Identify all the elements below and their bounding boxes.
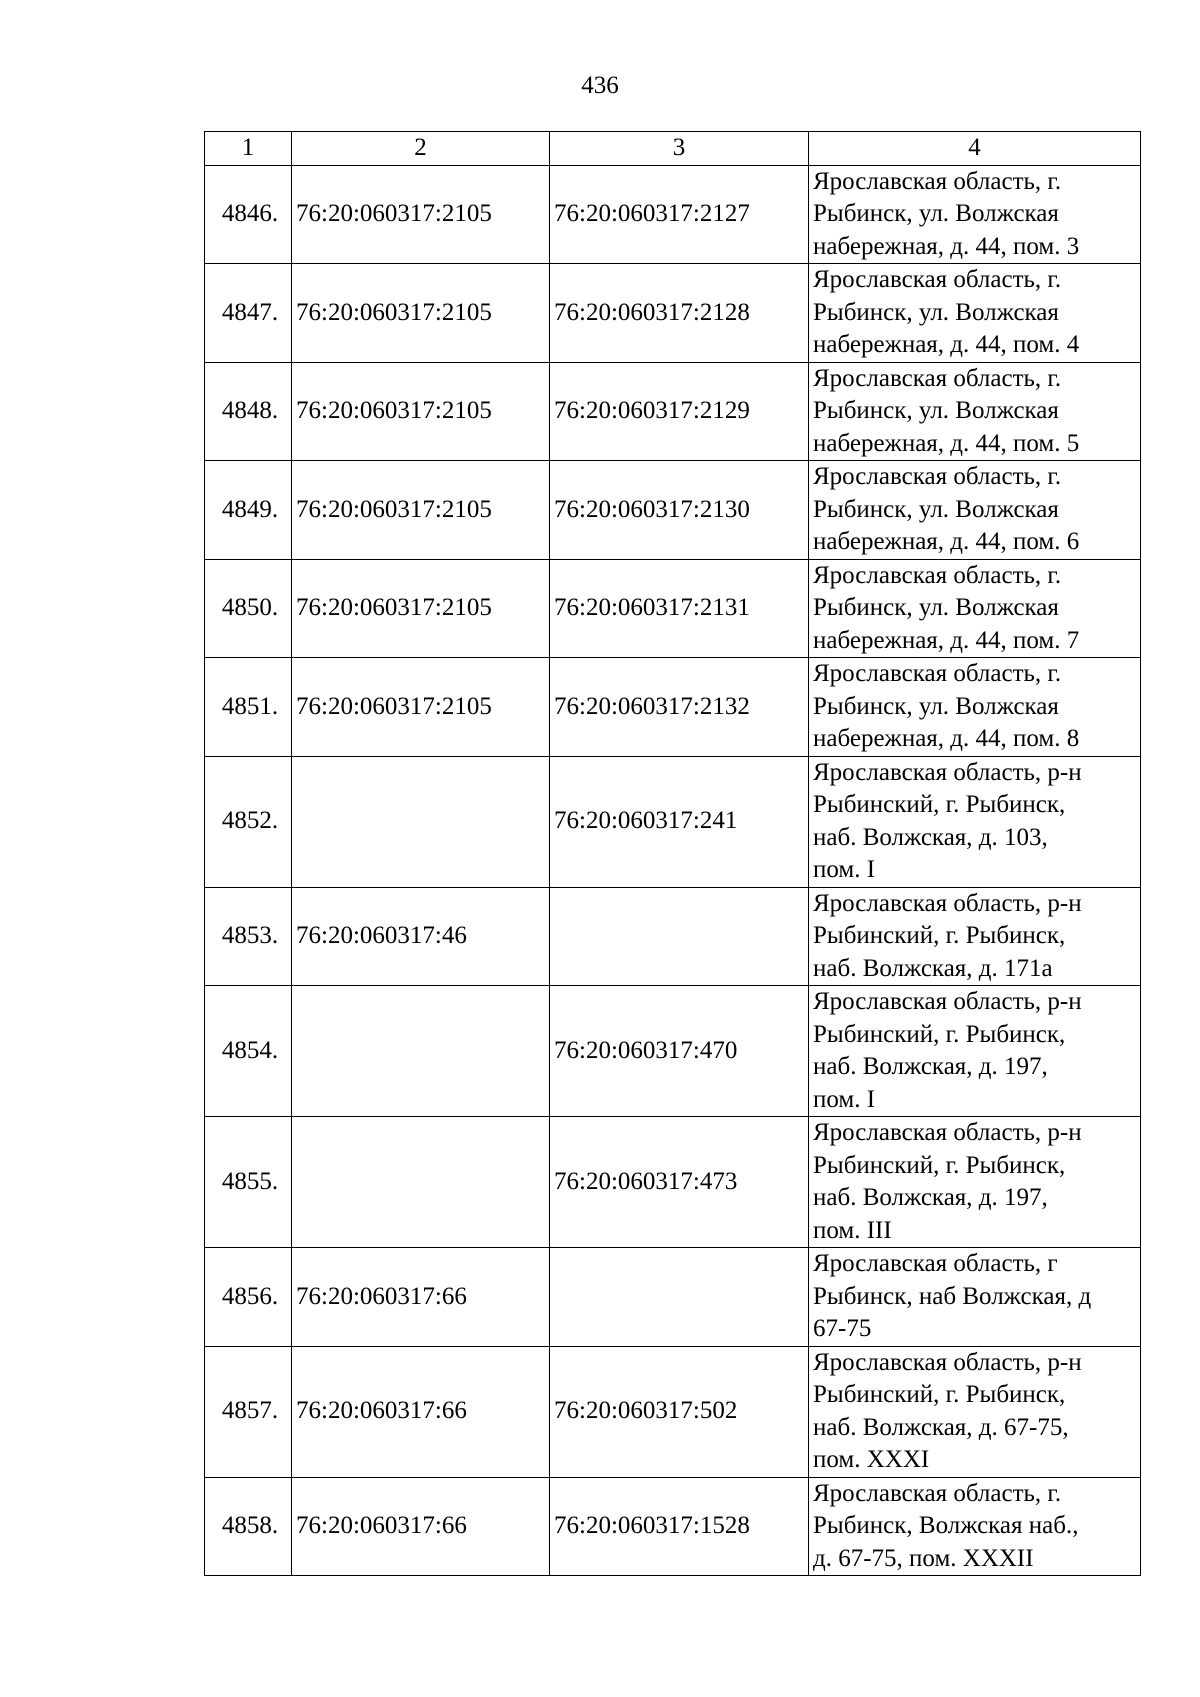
- address-line: Ярославская область, г.: [813, 660, 1062, 687]
- object-cadastral-number-cell: 76:20:060317:2130: [550, 461, 809, 560]
- cadastral-number-cell: 76:20:060317:2105: [292, 165, 550, 264]
- row-number-cell: 4851.: [205, 658, 292, 757]
- address-line: Рыбинск, ул. Волжская: [813, 298, 1059, 326]
- address-line: набережная, д. 44, пом. 7: [813, 626, 1080, 654]
- address-line: набережная, д. 44, пом. 6: [813, 528, 1080, 555]
- row-number-cell: 4847.: [205, 264, 292, 363]
- table-row: [205, 362, 1141, 461]
- row-number-cell: 4850.: [205, 559, 292, 658]
- address-line: Ярославская область, г.: [813, 561, 1062, 589]
- address-line: наб. Волжская, д. 197,: [813, 1184, 1048, 1211]
- object-cadastral-number-cell: 76:20:060317:2127: [550, 165, 809, 264]
- cadastral-number-cell: [292, 986, 550, 1117]
- address-line: Рыбинский, г. Рыбинск,: [813, 1381, 1066, 1408]
- column-header-2: 2: [292, 132, 550, 166]
- cadastral-number-cell: 76:20:060317:66: [292, 1346, 550, 1477]
- table-row: [205, 986, 1141, 1117]
- address-line: Ярославская область, р-н: [813, 758, 1082, 786]
- row-number-cell: 4849.: [205, 461, 292, 560]
- address-line: наб. Волжская, д. 67-75,: [813, 1413, 1069, 1441]
- header-row: [205, 132, 1141, 166]
- cadastral-number-cell: 76:20:060317:2105: [292, 264, 550, 363]
- address-line: Ярославская область, р-н: [813, 988, 1082, 1015]
- table-header: [205, 132, 1141, 166]
- address-line: Ярославская область, г: [813, 1250, 1058, 1277]
- page-number: 436: [581, 72, 619, 99]
- address-cell: [809, 461, 1141, 560]
- address-line: Рыбинск, ул. Волжская: [813, 200, 1059, 227]
- address-line: Рыбинск, ул. Волжская: [813, 594, 1059, 621]
- row-number-cell: 4856.: [205, 1248, 292, 1347]
- address-line: пом. III: [813, 1216, 892, 1244]
- address-cell: [809, 1248, 1141, 1347]
- address-cell: [809, 1477, 1141, 1576]
- object-cadastral-number-cell: [550, 1248, 809, 1347]
- address-line: д. 67-75, пом. XXXII: [813, 1544, 1034, 1572]
- cadastral-number-cell: 76:20:060317:2105: [292, 658, 550, 757]
- object-cadastral-number-cell: 76:20:060317:2131: [550, 559, 809, 658]
- address-cell: [809, 887, 1141, 986]
- address-line: Рыбинск, ул. Волжская: [813, 495, 1059, 523]
- address-cell: [809, 658, 1141, 757]
- address-line: Рыбинск, Волжская наб.,: [813, 1512, 1079, 1539]
- address-line: Ярославская область, г.: [813, 266, 1062, 293]
- address-line: Рыбинский, г. Рыбинск,: [813, 1151, 1066, 1179]
- object-cadastral-number-cell: 76:20:060317:473: [550, 1117, 809, 1248]
- address-line: Рыбинский, г. Рыбинск,: [813, 1020, 1066, 1048]
- table-row: [205, 461, 1141, 560]
- address-cell: [809, 165, 1141, 264]
- row-number-cell: 4857.: [205, 1346, 292, 1477]
- cadastral-number-cell: 76:20:060317:66: [292, 1477, 550, 1576]
- object-cadastral-number-cell: 76:20:060317:1528: [550, 1477, 809, 1576]
- table-row: [205, 165, 1141, 264]
- address-line: набережная, д. 44, пом. 8: [813, 725, 1080, 752]
- object-cadastral-number-cell: [550, 887, 809, 986]
- address-line: пом. XXXI: [813, 1446, 930, 1473]
- object-cadastral-number-cell: 76:20:060317:2132: [550, 658, 809, 757]
- column-header-4: 4: [809, 132, 1141, 166]
- address-line: набережная, д. 44, пом. 5: [813, 429, 1080, 457]
- column-header-1: 1: [205, 132, 292, 166]
- address-line: наб. Волжская, д. 197,: [813, 1053, 1048, 1080]
- table-row: [205, 756, 1141, 887]
- table-row: [205, 1477, 1141, 1576]
- address-line: Ярославская область, г.: [813, 167, 1062, 195]
- address-line: Рыбинск, наб Волжская, д: [813, 1282, 1092, 1310]
- address-line: Ярославская область, р-н: [813, 1348, 1082, 1376]
- address-line: Рыбинск, ул. Волжская: [813, 692, 1059, 720]
- registry-table: [204, 131, 1141, 1576]
- address-cell: [809, 1117, 1141, 1248]
- address-cell: [809, 559, 1141, 658]
- address-line: Ярославская область, г.: [813, 1479, 1062, 1507]
- address-line: Ярославская область, г.: [813, 463, 1062, 490]
- row-number-cell: 4855.: [205, 1117, 292, 1248]
- address-line: пом. I: [813, 856, 876, 883]
- table-row: [205, 1248, 1141, 1347]
- row-number-cell: 4852.: [205, 756, 292, 887]
- cadastral-number-cell: 76:20:060317:46: [292, 887, 550, 986]
- table-row: [205, 658, 1141, 757]
- cadastral-number-cell: 76:20:060317:66: [292, 1248, 550, 1347]
- row-number-cell: 4853.: [205, 887, 292, 986]
- cadastral-number-cell: 76:20:060317:2105: [292, 362, 550, 461]
- address-line: наб. Волжская, д. 171а: [813, 954, 1053, 982]
- address-line: набережная, д. 44, пом. 4: [813, 331, 1080, 358]
- cadastral-number-cell: 76:20:060317:2105: [292, 559, 550, 658]
- cadastral-number-cell: 76:20:060317:2105: [292, 461, 550, 560]
- address-line: Рыбинский, г. Рыбинск,: [813, 791, 1066, 818]
- row-number-cell: 4854.: [205, 986, 292, 1117]
- address-line: наб. Волжская, д. 103,: [813, 823, 1048, 851]
- table-row: [205, 887, 1141, 986]
- row-number-cell: 4858.: [205, 1477, 292, 1576]
- address-cell: [809, 1346, 1141, 1477]
- address-line: Рыбинский, г. Рыбинск,: [813, 922, 1066, 949]
- address-line: Ярославская область, р-н: [813, 1119, 1082, 1146]
- address-line: набережная, д. 44, пом. 3: [813, 232, 1080, 260]
- table-row: [205, 264, 1141, 363]
- address-cell: [809, 362, 1141, 461]
- address-cell: [809, 264, 1141, 363]
- object-cadastral-number-cell: 76:20:060317:2129: [550, 362, 809, 461]
- address-line: 67-75: [813, 1315, 872, 1342]
- cadastral-number-cell: [292, 1117, 550, 1248]
- cadastral-number-cell: [292, 756, 550, 887]
- address-line: Ярославская область, р-н: [813, 889, 1082, 917]
- table-row: [205, 1117, 1141, 1248]
- table-row: [205, 1346, 1141, 1477]
- object-cadastral-number-cell: 76:20:060317:470: [550, 986, 809, 1117]
- address-cell: [809, 986, 1141, 1117]
- object-cadastral-number-cell: 76:20:060317:241: [550, 756, 809, 887]
- table-body: [205, 165, 1141, 1576]
- row-number-cell: 4848.: [205, 362, 292, 461]
- address-line: Ярославская область, г.: [813, 364, 1062, 392]
- column-header-3: 3: [550, 132, 809, 166]
- object-cadastral-number-cell: 76:20:060317:2128: [550, 264, 809, 363]
- object-cadastral-number-cell: 76:20:060317:502: [550, 1346, 809, 1477]
- row-number-cell: 4846.: [205, 165, 292, 264]
- address-line: Рыбинск, ул. Волжская: [813, 397, 1059, 424]
- table-row: [205, 559, 1141, 658]
- address-cell: [809, 756, 1141, 887]
- address-line: пом. I: [813, 1085, 876, 1113]
